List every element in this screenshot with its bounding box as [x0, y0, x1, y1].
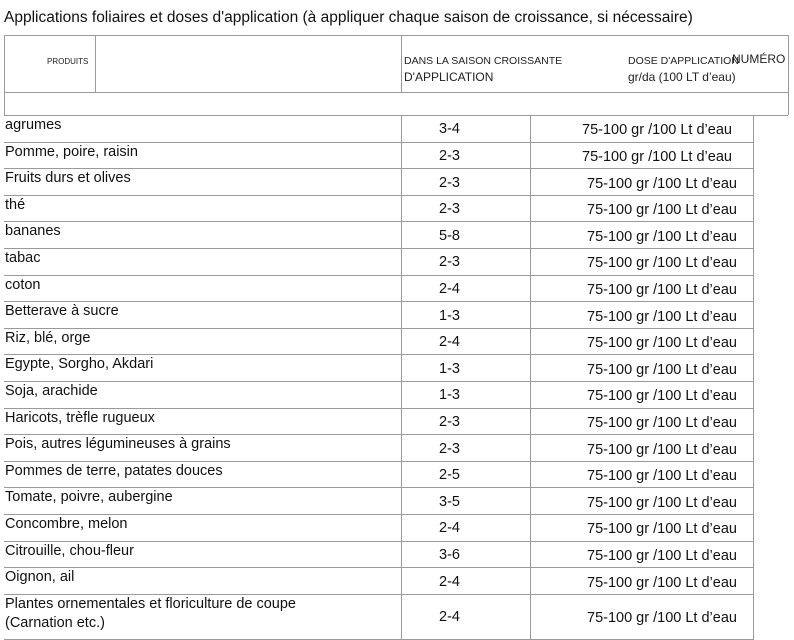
divider — [4, 115, 788, 116]
divider — [753, 115, 754, 639]
cell-saison: 3-5 — [439, 493, 460, 510]
cell-dose: 75-100 gr /100 Lt d’eau — [587, 610, 737, 627]
cell-produit: Pois, autres légumineuses à grains — [5, 436, 231, 453]
header-dose-line1: DOSE D'APPLICATION — [628, 55, 739, 67]
cell-produit: Haricots, trèfle rugueux — [5, 409, 155, 426]
cell-saison: 3-6 — [439, 546, 460, 563]
cell-produit: thé — [5, 196, 26, 213]
cell-produit: Pommes de terre, patates douces — [5, 462, 223, 479]
cell-dose: 75-100 gr /100 Lt d’eau — [587, 547, 737, 564]
cell-dose: 75-100 gr /100 Lt d’eau — [587, 521, 737, 538]
cell-saison: 2-5 — [439, 467, 460, 484]
cell-saison: 5-8 — [439, 227, 460, 244]
cell-dose: 75-100 gr /100 Lt d’eau — [582, 148, 732, 165]
page-title: Applications foliaires et doses d'application (à appliquer chaque saison de croissance, si nécessaire) — [4, 9, 693, 26]
cell-saison: 2-3 — [439, 147, 460, 164]
cell-saison: 2-4 — [439, 573, 460, 590]
cell-produit: Egypte, Sorgho, Akdari — [5, 356, 154, 373]
cell-saison: 1-3 — [439, 387, 460, 404]
cell-saison: 2-3 — [439, 174, 460, 191]
cell-dose: 75-100 gr /100 Lt d’eau — [587, 308, 737, 325]
cell-produit: Plantes ornementales et floriculture de coupe — [5, 595, 296, 612]
divider — [4, 221, 754, 222]
cell-produit-line2: (Carnation etc.) — [5, 614, 105, 631]
cell-dose: 75-100 gr /100 Lt d’eau — [587, 255, 737, 272]
cell-dose: 75-100 gr /100 Lt d’eau — [587, 414, 737, 431]
cell-saison: 2-4 — [439, 609, 460, 626]
cell-saison: 2-3 — [439, 254, 460, 271]
header-saison-line1: DANS LA SAISON CROISSANTE — [404, 55, 563, 67]
cell-produit: Riz, blé, orge — [5, 329, 91, 346]
header-saison-line2: D'APPLICATION — [404, 70, 494, 84]
divider — [4, 567, 754, 568]
divider — [4, 195, 754, 196]
cell-produit: Tomate, poivre, aubergine — [5, 489, 173, 506]
cell-produit: bananes — [5, 223, 61, 240]
cell-dose: 75-100 gr /100 Lt d’eau — [587, 361, 737, 378]
cell-saison: 1-3 — [439, 360, 460, 377]
cell-saison: 3-4 — [439, 121, 460, 138]
cell-dose: 75-100 gr /100 Lt d’eau — [587, 175, 737, 192]
divider — [4, 381, 754, 382]
cell-produit: Betterave à sucre — [5, 303, 119, 320]
cell-dose: 75-100 gr /100 Lt d’eau — [587, 202, 737, 219]
cell-dose: 75-100 gr /100 Lt d’eau — [587, 574, 737, 591]
divider — [95, 35, 96, 92]
cell-saison: 2-3 — [439, 201, 460, 218]
header-produits: PRODUITS — [47, 57, 89, 66]
divider — [4, 35, 788, 36]
cell-saison: 2-3 — [439, 440, 460, 457]
cell-produit: Oignon, ail — [5, 569, 75, 586]
cell-dose: 75-100 gr /100 Lt d’eau — [587, 228, 737, 245]
divider — [4, 248, 754, 249]
cell-saison: 2-4 — [439, 334, 460, 351]
cell-dose: 75-100 gr /100 Lt d’eau — [587, 335, 737, 352]
cell-dose: 75-100 gr /100 Lt d’eau — [587, 494, 737, 511]
cell-produit: Citrouille, chou-fleur — [5, 542, 134, 559]
divider — [4, 92, 788, 93]
cell-dose: 75-100 gr /100 Lt d’eau — [587, 388, 737, 405]
cell-dose: 75-100 gr /100 Lt d’eau — [587, 281, 737, 298]
divider — [530, 115, 531, 639]
cell-produit: Fruits durs et olives — [5, 170, 131, 187]
divider — [4, 328, 754, 329]
header-dose-numero: NUMÉRO — [732, 52, 786, 66]
cell-produit: Pomme, poire, raisin — [5, 143, 138, 160]
header-dose-line2: gr/da (100 LT d’eau) — [628, 70, 736, 84]
divider — [401, 35, 402, 92]
cell-saison: 1-3 — [439, 307, 460, 324]
cell-saison: 2-3 — [439, 413, 460, 430]
cell-dose: 75-100 gr /100 Lt d’eau — [587, 468, 737, 485]
cell-dose: 75-100 gr /100 Lt d’eau — [587, 441, 737, 458]
divider — [4, 35, 5, 115]
cell-produit: coton — [5, 276, 41, 293]
cell-produit: tabac — [5, 250, 41, 266]
cell-dose: 75-100 gr /100 Lt d’eau — [582, 122, 732, 139]
divider — [788, 35, 789, 115]
cell-saison: 2-4 — [439, 520, 460, 537]
cell-produit: Concombre, melon — [5, 516, 128, 532]
divider — [4, 275, 754, 276]
cell-produit: agrumes — [5, 117, 62, 133]
cell-produit: Soja, arachide — [5, 383, 98, 399]
cell-saison: 2-4 — [439, 280, 460, 297]
